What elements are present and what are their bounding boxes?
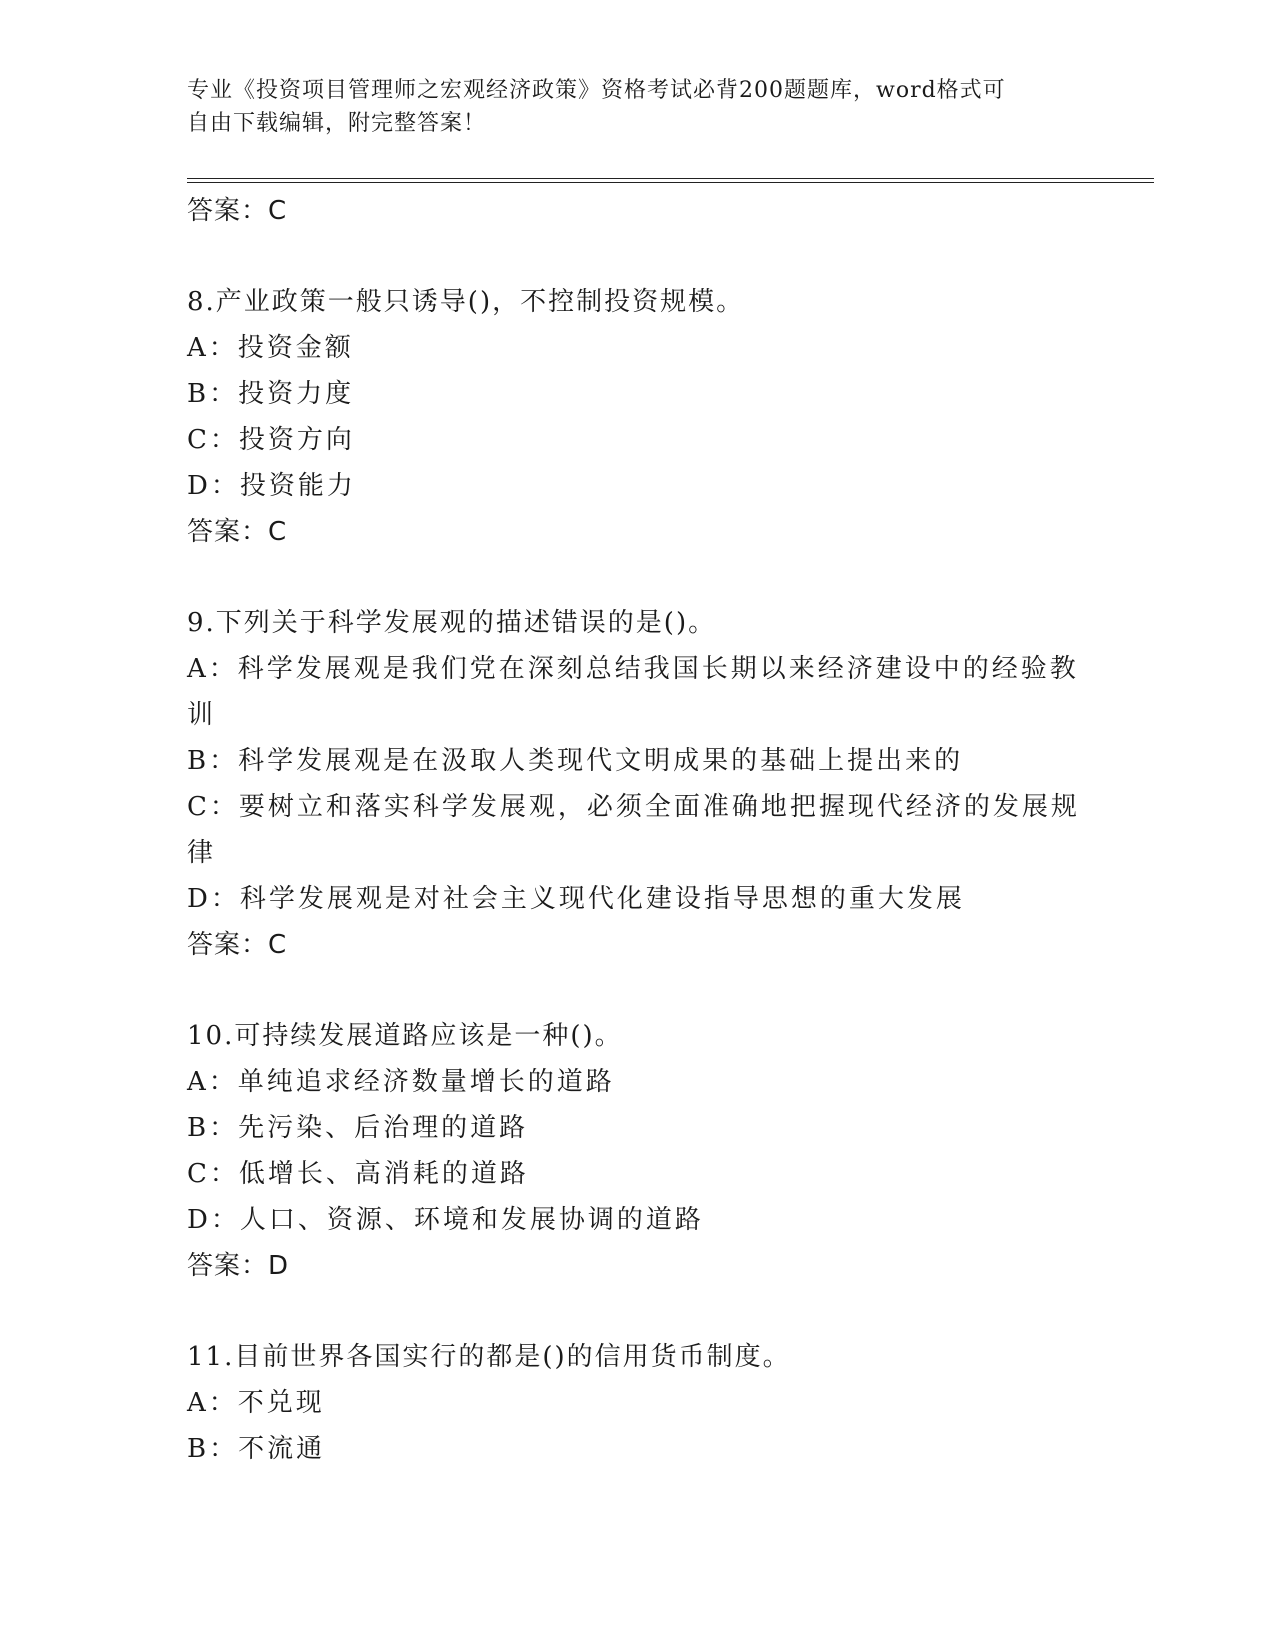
option-d: D：投资能力	[187, 471, 356, 501]
question-list	[187, 188, 1087, 1472]
answer-line: 答案：D	[187, 1251, 290, 1281]
header-line-1: 专业《投资项目管理师之宏观经济政策》资格考试必背200题题库，word格式可	[187, 78, 1006, 103]
question-stem: 8.产业政策一般只诱导()，不控制投资规模。	[187, 287, 745, 317]
option-d: D：人口、资源、环境和发展协调的道路	[187, 1205, 704, 1235]
option-a: A：投资金额	[187, 333, 354, 363]
option-a: A：不兑现	[187, 1388, 325, 1418]
question-stem: 9.下列关于科学发展观的描述错误的是()。	[187, 608, 717, 638]
answer-line: 答案：C	[187, 930, 288, 960]
option-b: B：先污染、后治理的道路	[187, 1113, 529, 1143]
question-block	[187, 1013, 1087, 1289]
question-block	[187, 1334, 1087, 1472]
header-line-2: 自由下载编辑，附完整答案！	[187, 111, 487, 136]
header-divider-top	[187, 178, 1154, 179]
document-header	[187, 74, 1147, 140]
question-block	[187, 600, 1087, 968]
question-block	[187, 279, 1087, 555]
question-stem: 10.可持续发展道路应该是一种()。	[187, 1021, 623, 1051]
option-c: C：要树立和落实科学发展观，必须全面准确地把握现代经济的发展规律	[187, 792, 1080, 868]
option-b: B：科学发展观是在汲取人类现代文明成果的基础上提出来的	[187, 746, 964, 776]
option-d: D：科学发展观是对社会主义现代化建设指导思想的重大发展	[187, 884, 965, 914]
option-a: A：科学发展观是我们党在深刻总结我国长期以来经济建设中的经验教训	[187, 654, 1079, 730]
option-a: A：单纯追求经济数量增长的道路	[187, 1067, 615, 1097]
option-b: B：不流通	[187, 1434, 326, 1464]
question-stem: 11.目前世界各国实行的都是()的信用货币制度。	[187, 1342, 791, 1372]
option-b: B：投资力度	[187, 379, 355, 409]
header-divider-bottom	[187, 182, 1154, 183]
option-c: C：低增长、高消耗的道路	[187, 1159, 529, 1189]
option-c: C：投资方向	[187, 425, 355, 455]
answer-line: 答案：C	[187, 517, 288, 547]
answer-line: 答案：C	[187, 196, 288, 226]
